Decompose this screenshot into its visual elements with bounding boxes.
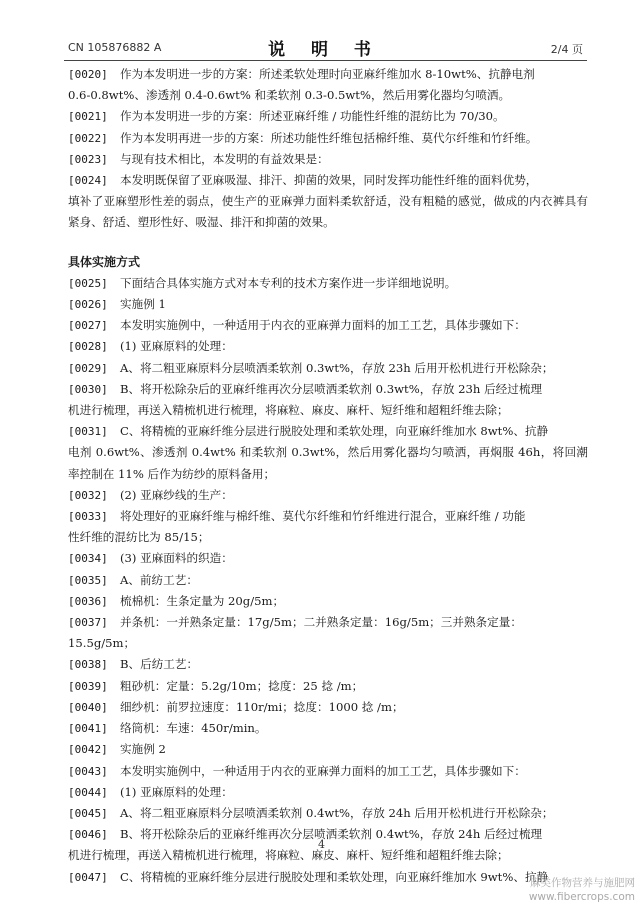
paragraph-text: 络筒机：车速：450r/min。 bbox=[120, 721, 267, 736]
paragraph-number: [0046] bbox=[68, 828, 108, 842]
paragraph-number: [0023] bbox=[68, 152, 108, 166]
paragraph-text: 并条机：一并熟条定量：17g/5m；二并熟条定量：16g/5m；三并熟条定量： bbox=[120, 615, 522, 630]
section-heading: 具体实施方式 bbox=[68, 254, 141, 269]
paragraph-text: C、将精梳的亚麻纤维分层进行脱胶处理和柔软处理，向亚麻纤维加水 8wt%、抗静 bbox=[120, 424, 549, 439]
paragraph bbox=[68, 570, 588, 591]
paragraph bbox=[68, 761, 588, 782]
paragraph bbox=[68, 149, 588, 170]
paragraph bbox=[68, 170, 588, 234]
paragraph-text: 本发明实施例中，一种适用于内衣的亚麻弹力面料的加工工艺，具体步骤如下： bbox=[120, 318, 526, 333]
page-number: 4 bbox=[318, 838, 325, 851]
page-header bbox=[64, 35, 585, 59]
paragraph bbox=[68, 654, 588, 675]
paragraph-number: [0025] bbox=[68, 276, 108, 290]
paragraph-number: [0022] bbox=[68, 131, 108, 145]
paragraph-number: [0034] bbox=[68, 552, 108, 566]
paragraph-text: 实施例 2 bbox=[120, 742, 166, 757]
paragraph-number: [0039] bbox=[68, 679, 108, 693]
paragraph-number: [0036] bbox=[68, 594, 108, 608]
paragraph bbox=[68, 336, 588, 357]
paragraph bbox=[68, 315, 588, 336]
paragraph-text: 作为本发明进一步的方案：所述柔软处理时向亚麻纤维加水 8-10wt%、抗静电剂 bbox=[120, 67, 535, 81]
page-info: 2/4 页 bbox=[550, 43, 583, 56]
paragraph bbox=[68, 739, 588, 760]
paragraph-text: 本发明实施例中，一种适用于内衣的亚麻弹力面料的加工工艺，具体步骤如下： bbox=[120, 763, 526, 778]
paragraph bbox=[68, 697, 588, 718]
paragraph-text: 与现有技术相比，本发明的有益效果是： bbox=[120, 151, 329, 166]
paragraph bbox=[68, 273, 588, 294]
paragraph-number: [0021] bbox=[68, 110, 108, 124]
document-body bbox=[68, 64, 588, 888]
paragraph-text: C、将精梳的亚麻纤维分层进行脱胶处理和柔软处理，向亚麻纤维加水 9wt%、抗静 bbox=[120, 869, 549, 884]
paragraph-number: [0029] bbox=[68, 361, 108, 375]
paragraph bbox=[68, 591, 588, 612]
paragraph-group-embodiments bbox=[68, 273, 588, 888]
paragraph-number: [0032] bbox=[68, 488, 108, 502]
paragraph-text: 本发明既保留了亚麻吸湿、排汗、抑菌的效果，同时发挥功能性纤维的面料优势， bbox=[120, 173, 538, 188]
paragraph bbox=[68, 64, 588, 106]
paragraph bbox=[68, 676, 588, 697]
paragraph bbox=[68, 782, 588, 803]
paragraph bbox=[68, 485, 588, 506]
paragraph-number: [0033] bbox=[68, 510, 108, 524]
paragraph-continuation: 机进行梳理，再送入精梳机进行梳理，将麻粒、麻皮、麻杆、短纤维和超粗纤维去除； bbox=[68, 848, 509, 863]
paragraph-number: [0042] bbox=[68, 743, 108, 757]
paragraph-text: 粗砂机：定量：5.2g/10m；捻度：25 捻 /m； bbox=[120, 678, 364, 693]
paragraph-text: B、将开松除杂后的亚麻纤维再次分层喷洒柔软剂 0.4wt%，存放 24h 后经过梳理 bbox=[120, 827, 543, 842]
paragraph-text: (2) 亚麻纱线的生产： bbox=[120, 487, 233, 502]
paragraph-text: 作为本发明再进一步的方案：所述功能性纤维包括棉纤维、莫代尔纤维和竹纤维。 bbox=[120, 130, 538, 145]
paragraph bbox=[68, 506, 588, 548]
paragraph-text: 将处理好的亚麻纤维与棉纤维、莫代尔纤维和竹纤维进行混合，亚麻纤维 / 功能 bbox=[120, 509, 526, 524]
paragraph-number: [0043] bbox=[68, 764, 108, 778]
paragraph-text: (3) 亚麻面料的织造： bbox=[120, 551, 233, 566]
paragraph-number: [0031] bbox=[68, 425, 108, 439]
paragraph-text: 作为本发明进一步的方案：所述亚麻纤维 / 功能性纤维的混纺比为 70/30。 bbox=[120, 109, 505, 124]
paragraph bbox=[68, 106, 588, 127]
watermark-line-2: www.fibercrops.com bbox=[528, 891, 635, 903]
paragraph-text: 细纱机：前罗拉速度：110r/mi；捻度：1000 捻 /m； bbox=[120, 699, 404, 714]
paragraph bbox=[68, 612, 588, 654]
paragraph-number: [0045] bbox=[68, 806, 108, 820]
paragraph-text: 梳棉机：生条定量为 20g/5m； bbox=[120, 593, 285, 608]
paragraph-number: [0037] bbox=[68, 616, 108, 630]
paragraph-number: [0026] bbox=[68, 298, 108, 312]
paragraph-number: [0038] bbox=[68, 658, 108, 672]
paragraph-text: A、前纺工艺： bbox=[120, 572, 198, 587]
header-rule bbox=[64, 60, 587, 61]
paragraph-text: 实施例 1 bbox=[120, 297, 166, 312]
paragraph-continuation: 15.5g/5m； bbox=[68, 636, 136, 651]
paragraph-number: [0024] bbox=[68, 174, 108, 188]
paragraph bbox=[68, 803, 588, 824]
paragraph-number: [0035] bbox=[68, 573, 108, 587]
paragraph-text: 下面结合具体实施方式对本专利的技术方案作进一步详细地说明。 bbox=[120, 275, 457, 290]
paragraph bbox=[68, 294, 588, 315]
paragraph-text: A、将二粗亚麻原料分层喷洒柔软剂 0.4wt%，存放 24h 后用开松机进行开松除杂； bbox=[120, 805, 554, 820]
watermark bbox=[529, 876, 635, 904]
paragraph bbox=[68, 421, 588, 485]
paragraph bbox=[68, 128, 588, 149]
paragraph-continuation: 填补了亚麻塑形性差的弱点，使生产的亚麻弹力面料柔软舒适，没有粗糙的感觉，做成的内衣裤具有紧身、舒适、塑形性好、吸湿、排汗和抑菌的效果。 bbox=[68, 194, 588, 230]
paragraph bbox=[68, 548, 588, 569]
paragraph-number: [0047] bbox=[68, 870, 108, 884]
document-title: 说 明 书 bbox=[268, 40, 381, 60]
paragraph-text: (1) 亚麻原料的处理： bbox=[120, 784, 233, 799]
paragraph-group-claims bbox=[68, 64, 588, 234]
paragraph-continuation: 0.6-0.8wt%、渗透剂 0.4-0.6wt% 和柔软剂 0.3-0.5wt%，然后用雾化器均匀喷洒。 bbox=[68, 88, 511, 103]
patent-number: CN 105876882 A bbox=[68, 41, 162, 54]
paragraph bbox=[68, 718, 588, 739]
paragraph-number: [0027] bbox=[68, 319, 108, 333]
paragraph-number: [0044] bbox=[68, 785, 108, 799]
paragraph-number: [0041] bbox=[68, 722, 108, 736]
paragraph-continuation: 电剂 0.6wt%、渗透剂 0.4wt% 和柔软剂 0.3wt%，然后用雾化器均匀喷洒，再焖服 46h，将回潮率控制在 11% 后作为纺纱的原料备用； bbox=[68, 445, 588, 481]
paragraph-text: B、将开松除杂后的亚麻纤维再次分层喷洒柔软剂 0.3wt%，存放 23h 后经过梳理 bbox=[120, 381, 543, 396]
paragraph-number: [0030] bbox=[68, 382, 108, 396]
paragraph-number: [0028] bbox=[68, 340, 108, 354]
paragraph-text: A、将二粗亚麻原料分层喷洒柔软剂 0.3wt%，存放 23h 后用开松机进行开松除杂； bbox=[120, 360, 554, 375]
paragraph-continuation: 性纤维的混纺比为 85/15； bbox=[68, 530, 210, 545]
paragraph-number: [0020] bbox=[68, 68, 108, 81]
paragraph bbox=[68, 379, 588, 421]
paragraph-number: [0040] bbox=[68, 700, 108, 714]
paragraph bbox=[68, 867, 588, 888]
paragraph-text: (1) 亚麻原料的处理： bbox=[120, 339, 233, 354]
paragraph-continuation: 机进行梳理，再送入精梳机进行梳理，将麻粒、麻皮、麻杆、短纤维和超粗纤维去除； bbox=[68, 403, 509, 418]
watermark-line-1: 麻类作物营养与施肥网 bbox=[530, 877, 635, 889]
paragraph-text: B、后纺工艺： bbox=[120, 657, 199, 672]
paragraph bbox=[68, 358, 588, 379]
